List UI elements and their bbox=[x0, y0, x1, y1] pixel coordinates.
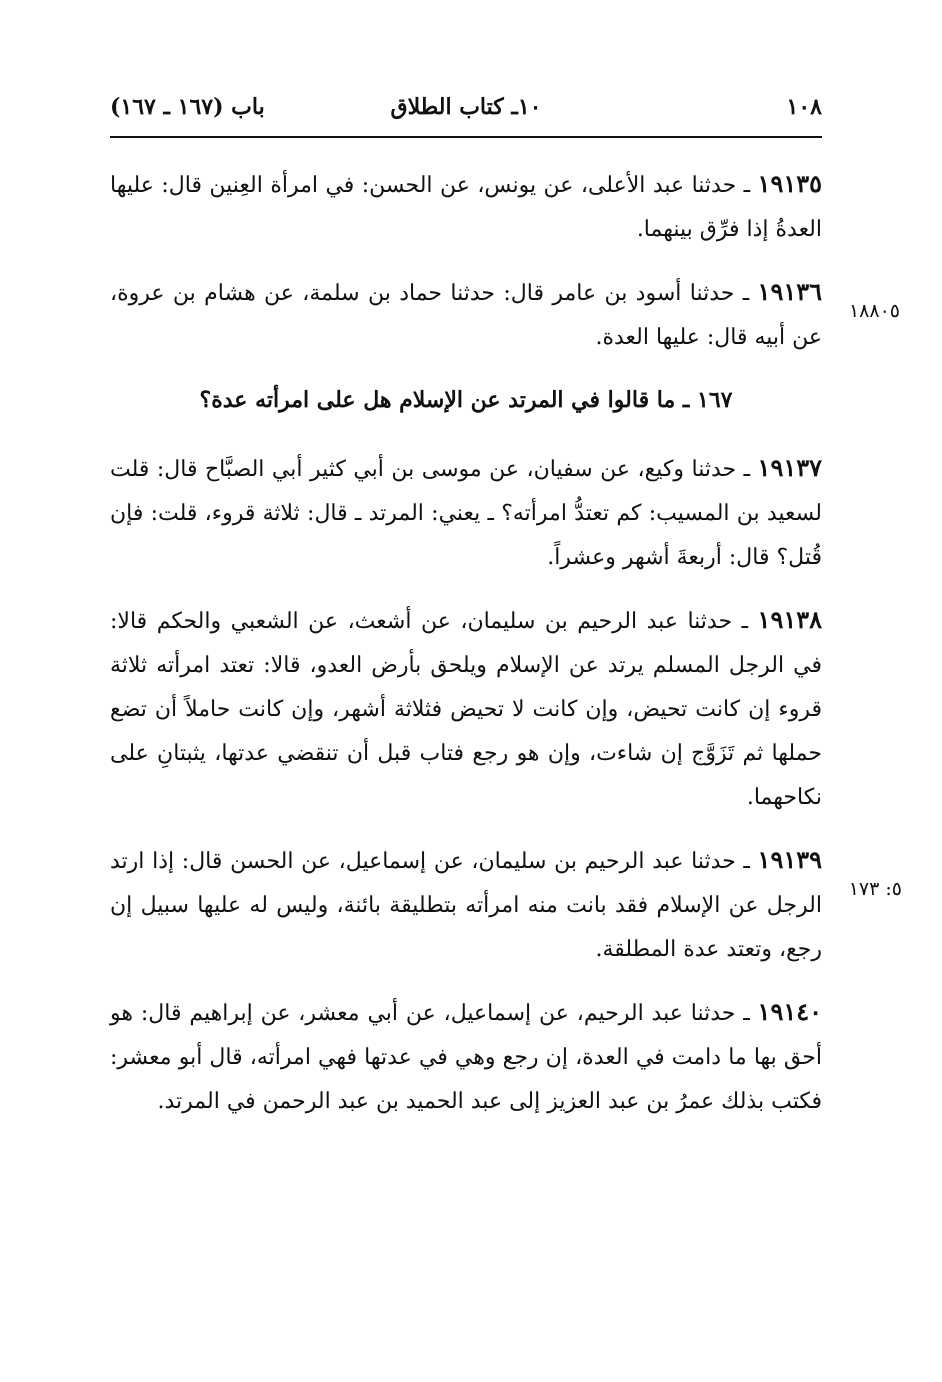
hadith-entry bbox=[110, 838, 822, 972]
hadith-entry bbox=[110, 598, 822, 820]
hadith-number: ١٩١٣٦ bbox=[757, 277, 822, 306]
hadith-text: ـ حدثنا عبد الرحيم بن سليمان، عن أشعث، عن الشعبي والحكم قالا: في الرجل المسلم يرتد عن الإسلام ويلحق بأرض العدو، قالا: تعتد امرأته ثلاثة قروء إن كانت تحيض، وإن كانت لا تحيض فثلاثة أشهر، وإن كانت حاملاً أن تضع حملها ثم تَزَوَّج إن شاءت، وإن هو رجع فتاب قبل أن تنقضي عدتها، يثبتانِ على نكاحهما. bbox=[110, 609, 822, 810]
chapter-range: باب (١٦٧ ـ ١٦٧) bbox=[110, 94, 265, 120]
margin-note-reference: ١٨٨٠٥ bbox=[848, 300, 900, 322]
hadith-text: ـ حدثنا عبد الأعلى، عن يونس، عن الحسن: في امرأة العِنين قال: عليها العدةُ إذا فرِّق بينهما. bbox=[110, 173, 822, 242]
page-header bbox=[110, 88, 822, 134]
chapter-heading: ١٦٧ ـ ما قالوا في المرتد عن الإسلام هل على امرأته عدة؟ bbox=[199, 387, 733, 413]
page-body bbox=[110, 162, 822, 1142]
hadith-text: ـ حدثنا وكيع، عن سفيان، عن موسى بن أبي كثير أبي الصبَّاح قال: قلت لسعيد بن المسيب: كم تعتدُّ امرأته؟ ـ يعني: المرتد ـ قال: ثلاثة قروء، قلت: فإن قُتل؟ قال: أربعةَ أشهر وعشراً. bbox=[110, 457, 822, 570]
hadith-number: ١٩١٣٩ bbox=[757, 845, 822, 874]
page-number: ١٠٨ bbox=[786, 94, 822, 120]
hadith-number: ١٩١٣٧ bbox=[757, 453, 822, 482]
hadith-entry bbox=[110, 990, 822, 1124]
hadith-number: ١٩١٣٥ bbox=[757, 169, 822, 198]
margin-note-volume-page: ٥: ١٧٣ bbox=[848, 878, 902, 900]
hadith-entry bbox=[110, 270, 822, 360]
hadith-number: ١٩١٣٨ bbox=[757, 605, 822, 634]
hadith-entry bbox=[110, 446, 822, 580]
hadith-entry bbox=[110, 162, 822, 252]
hadith-text: ـ حدثنا عبد الرحيم، عن إسماعيل، عن أبي معشر، عن إبراهيم قال: هو أحق بها ما دامت في العدة، إن رجع وهي في عدتها فهي امرأته، قال أبو معشر: فكتب بذلك عمرُ بن عبد العزيز إلى عبد الحميد بن عبد الرحمن في المرتد. bbox=[110, 1001, 822, 1114]
header-divider bbox=[110, 136, 822, 138]
hadith-text: ـ حدثنا عبد الرحيم بن سليمان، عن إسماعيل، عن الحسن قال: إذا ارتد الرجل عن الإسلام فقد بانت منه امرأته بتطليقة بائنة، وليس له عليها سبيل إن رجع، وتعتد عدة المطلقة. bbox=[110, 849, 822, 962]
hadith-text: ـ حدثنا أسود بن عامر قال: حدثنا حماد بن سلمة، عن هشام بن عروة، عن أبيه قال: عليها العدة. bbox=[110, 281, 822, 350]
book-title: ١٠ـ كتاب الطلاق bbox=[390, 94, 542, 120]
hadith-number: ١٩١٤٠ bbox=[757, 997, 822, 1026]
